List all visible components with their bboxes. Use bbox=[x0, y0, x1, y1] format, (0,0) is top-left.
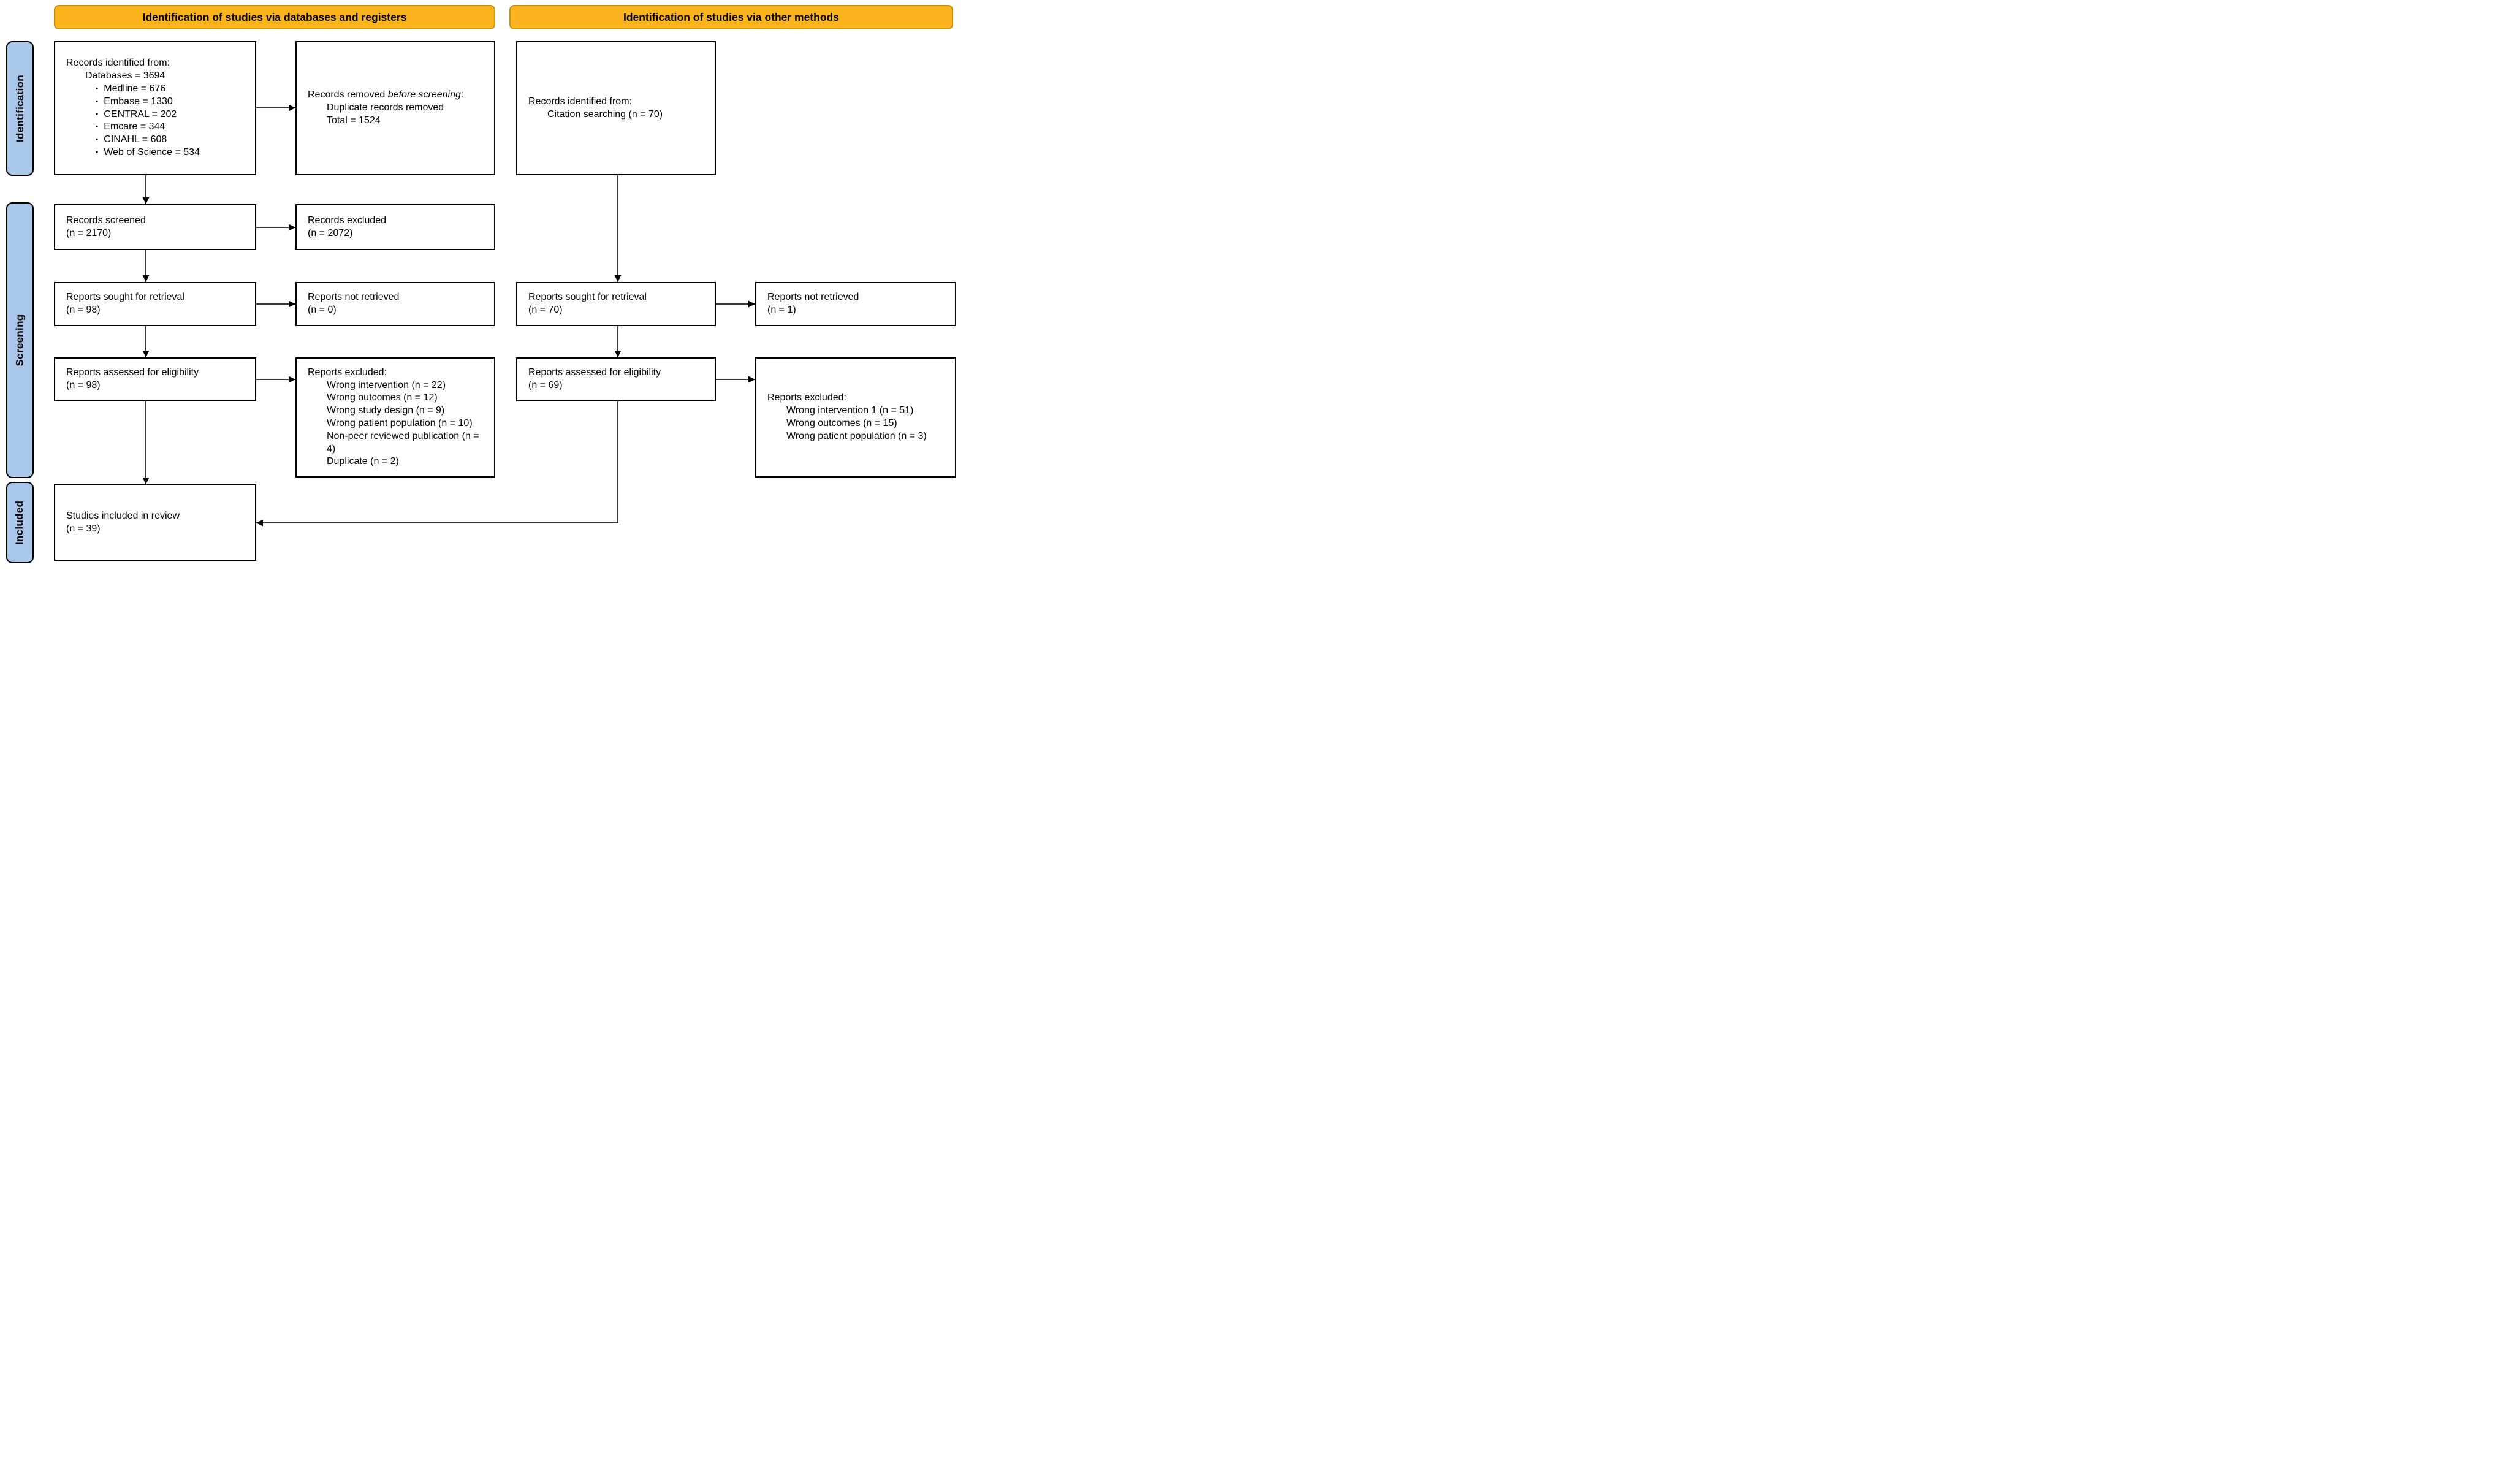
database-item-text: Web of Science = 534 bbox=[104, 146, 200, 158]
database-item bbox=[66, 121, 250, 134]
stage-screening-label: Screening bbox=[13, 314, 26, 367]
stage-screening bbox=[6, 202, 34, 478]
exclusion-reason: Wrong outcomes (n = 15) bbox=[786, 418, 897, 428]
reports-excluded-other-title: Reports excluded: bbox=[767, 392, 846, 403]
stage-identification bbox=[6, 41, 34, 176]
database-item-text: CINAHL = 608 bbox=[104, 134, 167, 145]
reports-excluded-db-title: Reports excluded: bbox=[308, 367, 387, 378]
citation-identified-line: Citation searching (n = 70) bbox=[547, 108, 663, 120]
reports-not-retrieved-db-label: Reports not retrieved bbox=[308, 292, 400, 303]
stage-identification-label: Identification bbox=[13, 75, 26, 142]
database-item bbox=[66, 96, 250, 108]
prisma-flow-diagram bbox=[0, 0, 961, 570]
studies-included-label: Studies included in review bbox=[66, 510, 180, 521]
database-item bbox=[66, 146, 250, 159]
bullet-icon: ▪ bbox=[96, 135, 99, 144]
records-removed-title-italic: before screening bbox=[387, 89, 461, 101]
reports-assessed-other-label: Reports assessed for eligibility bbox=[528, 367, 661, 378]
records-identified-databases-total: Databases = 3694 bbox=[85, 70, 165, 82]
header-databases-registers: Identification of studies via databases and registers bbox=[54, 5, 495, 29]
reports-not-retrieved-other-count: (n = 1) bbox=[767, 305, 796, 315]
records-identified-title: Records identified from: bbox=[66, 58, 170, 69]
reports-sought-other-label: Reports sought for retrieval bbox=[528, 292, 647, 303]
reports-sought-db-count: (n = 98) bbox=[66, 305, 101, 315]
box-reports-not-retrieved-db bbox=[295, 282, 495, 326]
box-reports-excluded-other bbox=[755, 357, 956, 478]
box-records-screened bbox=[54, 204, 256, 250]
box-studies-included bbox=[54, 484, 256, 561]
box-reports-excluded-db bbox=[295, 357, 495, 478]
bullet-icon: ▪ bbox=[96, 96, 99, 105]
records-removed-title-suffix: : bbox=[460, 89, 464, 101]
box-reports-sought-db bbox=[54, 282, 256, 326]
bullet-icon: ▪ bbox=[96, 83, 99, 93]
exclusion-reason: Wrong intervention 1 (n = 51) bbox=[786, 405, 914, 416]
bullet-icon: ▪ bbox=[96, 109, 99, 118]
box-records-excluded bbox=[295, 204, 495, 250]
stage-included-label: Included bbox=[13, 500, 26, 545]
records-screened-label: Records screened bbox=[66, 215, 146, 226]
box-citation-identified bbox=[516, 41, 716, 175]
reports-sought-db-label: Reports sought for retrieval bbox=[66, 292, 184, 303]
database-item-text: Emcare = 344 bbox=[104, 121, 165, 132]
box-reports-assessed-db bbox=[54, 357, 256, 401]
box-reports-assessed-other bbox=[516, 357, 716, 401]
citation-identified-title: Records identified from: bbox=[528, 96, 632, 107]
box-records-removed bbox=[295, 41, 495, 175]
bullet-icon: ▪ bbox=[96, 147, 99, 156]
reports-not-retrieved-db-count: (n = 0) bbox=[308, 305, 337, 315]
database-item bbox=[66, 108, 250, 121]
records-screened-count: (n = 2170) bbox=[66, 227, 112, 238]
records-excluded-label: Records excluded bbox=[308, 215, 387, 226]
studies-included-count: (n = 39) bbox=[66, 523, 101, 534]
exclusion-reason: Wrong study design (n = 9) bbox=[327, 405, 445, 416]
exclusion-reason: Non-peer reviewed publication (n = 4) bbox=[327, 430, 479, 454]
exclusion-reason: Wrong patient population (n = 3) bbox=[786, 430, 927, 441]
bullet-icon: ▪ bbox=[96, 122, 99, 131]
exclusion-reason: Duplicate (n = 2) bbox=[327, 456, 399, 467]
database-item bbox=[66, 134, 250, 146]
records-removed-line: Duplicate records removed bbox=[327, 102, 444, 113]
records-excluded-count: (n = 2072) bbox=[308, 227, 353, 238]
box-reports-sought-other bbox=[516, 282, 716, 326]
reports-not-retrieved-other-label: Reports not retrieved bbox=[767, 292, 859, 303]
records-removed-title-prefix: Records removed bbox=[308, 89, 388, 101]
reports-assessed-db-count: (n = 98) bbox=[66, 380, 101, 390]
header-other-methods: Identification of studies via other methods bbox=[509, 5, 953, 29]
records-removed-total: Total = 1524 bbox=[327, 115, 381, 126]
exclusion-reason: Wrong intervention (n = 22) bbox=[327, 379, 446, 390]
exclusion-reason: Wrong patient population (n = 10) bbox=[327, 418, 473, 428]
database-item-text: Embase = 1330 bbox=[104, 96, 173, 107]
box-records-identified bbox=[54, 41, 256, 175]
stage-included bbox=[6, 482, 34, 563]
reports-assessed-db-label: Reports assessed for eligibility bbox=[66, 367, 199, 378]
exclusion-reason: Wrong outcomes (n = 12) bbox=[327, 392, 438, 403]
database-item-text: CENTRAL = 202 bbox=[104, 108, 177, 120]
database-item bbox=[66, 83, 250, 96]
box-reports-not-retrieved-other bbox=[755, 282, 956, 326]
records-removed-title bbox=[308, 89, 489, 102]
reports-assessed-other-count: (n = 69) bbox=[528, 380, 563, 390]
database-item-text: Medline = 676 bbox=[104, 83, 166, 94]
reports-sought-other-count: (n = 70) bbox=[528, 305, 563, 315]
